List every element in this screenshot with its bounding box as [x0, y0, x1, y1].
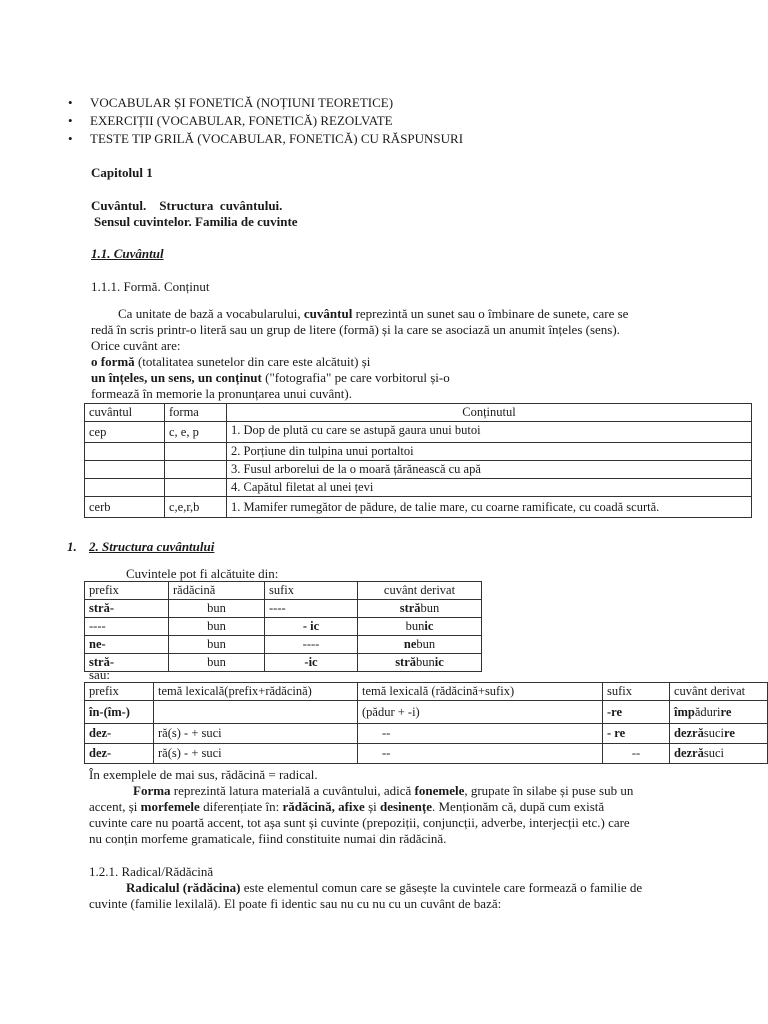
table-header: temă lexicală (rădăcină+sufix): [358, 683, 603, 701]
table-header: sufix: [603, 683, 670, 701]
table-cell: bun: [169, 600, 265, 618]
paragraph-cuvant: [91, 306, 711, 402]
bold-term: fonemele: [414, 783, 465, 798]
text: bun: [416, 655, 435, 669]
table-row: [85, 701, 768, 724]
text: , grupate în silabe și puse sub un: [464, 783, 634, 798]
table-cell: 3. Fusul arborelui de la o moară țărănească cu apă: [227, 461, 752, 479]
text: ic: [424, 619, 434, 633]
table-header: cuvântul: [85, 404, 165, 422]
text: împ: [674, 704, 695, 719]
table-cell: --: [358, 744, 603, 764]
section-1-2-title: 2. Structura cuvântului: [89, 539, 215, 554]
table-cell: bun: [169, 618, 265, 636]
table-cell: [85, 461, 165, 479]
table-cell: ră(s) - + suci: [154, 724, 358, 744]
heading-line-2: Sensul cuvintelor. Familia de cuvinte: [94, 214, 298, 229]
text: bun: [416, 637, 436, 651]
bullet-item: • VOCABULAR ȘI FONETICĂ (NOȚIUNI TEORETICE): [68, 94, 463, 112]
table-row: [85, 497, 752, 518]
sau-label: sau:: [89, 667, 110, 682]
table-cell: [670, 701, 768, 724]
text-line: formează în memorie la pronunțarea unui cuvânt).: [91, 386, 352, 401]
table-cell: --: [358, 724, 603, 744]
table-cell: cerb: [85, 497, 165, 518]
table-cell: -ic: [265, 654, 358, 672]
text: ne: [403, 637, 417, 651]
table-cell: 1. Dop de plută cu care se astupă gaura unui butoi: [227, 422, 752, 443]
table-cell: -re: [603, 701, 670, 724]
table-row: [85, 443, 752, 461]
table-header: prefix: [85, 683, 154, 701]
text: ăduri: [694, 704, 721, 719]
table-cell: [358, 654, 482, 672]
section-1-1-title: 1.1. Cuvântul: [91, 246, 164, 261]
table-header: forma: [165, 404, 227, 422]
text: . Menționăm că, după cum există: [431, 799, 605, 814]
text: bun: [420, 601, 440, 615]
text: și: [364, 799, 380, 814]
paragraph-forma: [89, 783, 679, 847]
text: accent, și: [89, 799, 141, 814]
text: (totalitatea sunetelor din care este alcătuit) și: [134, 354, 371, 369]
table-header: sufix: [265, 582, 358, 600]
table-cell: ră(s) - + suci: [154, 744, 358, 764]
table-cell: ne-: [85, 636, 169, 654]
table-cell: [358, 636, 482, 654]
chapter-title: Capitolul 1: [91, 165, 153, 180]
section-1-2-number: 1.: [67, 539, 77, 554]
table-cell: cep: [85, 422, 165, 443]
text: suci: [703, 726, 724, 740]
table-row: [85, 618, 482, 636]
table-cell: [165, 461, 227, 479]
bold-term: o formă: [91, 354, 135, 369]
bullet-item: • TESTE TIP GRILĂ (VOCABULAR, FONETICĂ) CU RĂSPUNSURI: [68, 130, 463, 148]
table-cell: [85, 479, 165, 497]
table-cell: - ic: [265, 618, 358, 636]
examples-note: În exemplele de mai sus, rădăcină = radical.: [89, 767, 318, 782]
text: bun: [405, 619, 425, 633]
table-row: [85, 600, 482, 618]
bold-term: desinențe: [379, 799, 432, 814]
text-line: cuvinte care nu poartă accent, tot așa sunt și cuvinte (prepoziții, conjuncții, adverbe, interjecții etc.) care: [89, 815, 630, 830]
table-cell: [358, 618, 482, 636]
table-cell: [154, 701, 358, 724]
table-cell: bun: [169, 636, 265, 654]
table-cell: [358, 600, 482, 618]
text: stră: [395, 655, 417, 669]
bold-term: Radicalul (rădăcina): [126, 880, 241, 895]
table-row: [85, 724, 768, 744]
derivation-table: [84, 682, 768, 764]
text: ic: [434, 655, 444, 669]
table-cell: ----: [265, 636, 358, 654]
bold-term: Forma: [133, 783, 171, 798]
table-cell: c,e,r,b: [165, 497, 227, 518]
text: stră: [399, 601, 421, 615]
table-cell: dez-: [85, 724, 154, 744]
table-cell: [670, 724, 768, 744]
table-cell: [165, 479, 227, 497]
text: dezră: [674, 746, 704, 760]
bold-term: un înțeles, un sens, un conținut: [91, 370, 262, 385]
table-row: [85, 744, 768, 764]
subsection-1-2-1-title: 1.2.1. Radical/Rădăcină: [89, 864, 214, 879]
bold-term: cuvântul: [303, 306, 353, 321]
table-cell: 2. Porțiune din tulpina unui portaltoi: [227, 443, 752, 461]
text: Ca unitate de bază a vocabularului,: [118, 306, 304, 321]
heading-line-1: Cuvântul. Structura cuvântului.: [91, 198, 283, 213]
table-cell: - re: [603, 724, 670, 744]
table-cell: stră-: [85, 600, 169, 618]
table-cell: 1. Mamifer rumegător de pădure, de talie mare, cu coarne ramificate, cu coadă scurtă.: [227, 497, 752, 518]
table-cell: ----: [265, 600, 358, 618]
bold-term: rădăcină, afixe: [282, 799, 365, 814]
composed-intro: Cuvintele pot fi alcătuite din:: [126, 566, 279, 581]
table-cell: --: [603, 744, 670, 764]
table-cell: 4. Capătul filetat al unei țevi: [227, 479, 752, 497]
text-line: nu conțin morfeme gramaticale, fiind constituite numai din rădăcină.: [89, 831, 447, 846]
text-line: redă în scris printr-o literă sau un grup de litere (formă) și la care se asociază un anumit înțeles (sens).: [91, 322, 620, 337]
text: reprezintă latura materială a cuvântului, adică: [170, 783, 415, 798]
word-structure-table: [84, 581, 482, 672]
paragraph-radical: [89, 880, 689, 912]
text-line: cuvinte (familie lexilală). El poate fi identic sau nu cu nu cu un cuvânt de bază:: [89, 896, 502, 911]
text-line: Orice cuvânt are:: [91, 338, 181, 353]
text: reprezintă un sunet sau o îmbinare de sunete, care se: [352, 306, 629, 321]
table-cell: (pădur + -i): [358, 701, 603, 724]
table-row: [85, 654, 482, 672]
table-row: [85, 636, 482, 654]
text: suci: [703, 746, 724, 760]
table-cell: stră-: [85, 654, 169, 672]
table-cell: [85, 443, 165, 461]
word-content-table: [84, 403, 752, 518]
table-header: prefix: [85, 582, 169, 600]
text: dezră: [674, 726, 704, 740]
text: re: [720, 704, 732, 719]
table-cell: bun: [169, 654, 265, 672]
table-cell: dez-: [85, 744, 154, 764]
text: re: [724, 726, 735, 740]
table-header: Conținutul: [227, 404, 752, 422]
table-cell: [670, 744, 768, 764]
bullet-item: • EXERCIȚII (VOCABULAR, FONETICĂ) REZOLVATE: [68, 112, 463, 130]
table-cell: c, e, p: [165, 422, 227, 443]
text: diferențiate în:: [199, 799, 283, 814]
text: ("fotografia" pe care vorbitorul și-o: [261, 370, 450, 385]
table-header: cuvânt derivat: [358, 582, 482, 600]
table-row: [85, 461, 752, 479]
table-header: rădăcină: [169, 582, 265, 600]
intro-bullet-list: [68, 94, 463, 148]
table-cell: [165, 443, 227, 461]
table-cell: ----: [85, 618, 169, 636]
table-cell: în-(îm-): [85, 701, 154, 724]
bold-term: morfemele: [140, 799, 200, 814]
text: este elementul comun care se găsește la cuvintele care formează o familie de: [240, 880, 643, 895]
table-header: cuvânt derivat: [670, 683, 768, 701]
table-row: [85, 422, 752, 443]
table-header: temă lexicală(prefix+rădăcină): [154, 683, 358, 701]
subsection-1-1-1-title: 1.1.1. Formă. Conținut: [91, 279, 210, 294]
table-row: [85, 479, 752, 497]
